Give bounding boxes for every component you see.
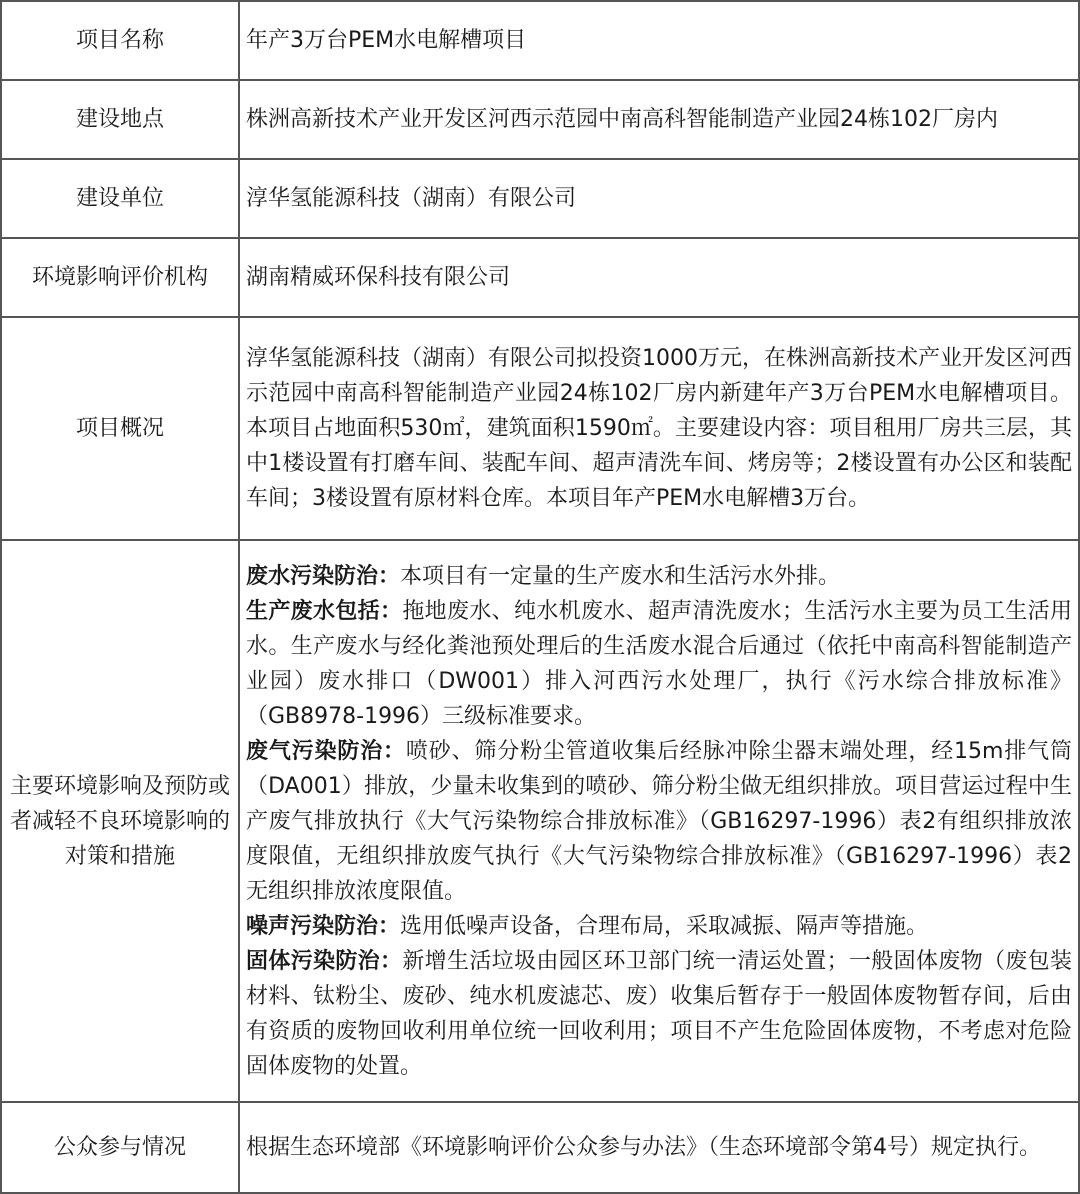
measure-noise: 噪声污染防治：选用低噪声设备，合理布局，采取减振、隔声等措施。 <box>246 913 929 939</box>
row-unit <box>1 159 1079 238</box>
label-measures: 主要环境影响及预防或者减轻不良环境影响的对策和措施 <box>1 540 239 1102</box>
value-agency: 湖南精威环保科技有限公司 <box>239 238 1079 317</box>
label-location: 建设地点 <box>1 80 239 159</box>
label-unit: 建设单位 <box>1 159 239 238</box>
label-overview: 项目概况 <box>1 317 239 540</box>
row-overview <box>1 317 1079 540</box>
value-overview: 淳华氢能源科技（湖南）有限公司拟投资1000万元，在株洲高新技术产业开发区河西示范园中南高科智能制造产业园24栋102厂房内新建年产3万台PEM水电解槽项目。本项目占地面积530㎡，建筑面积1590㎡。主要建设内容：项目租用厂房共三层，其中1楼设置有打磨车间、装配车间、超声清洗车间、烤房等；2楼设置有办公区和装配车间；3楼设置有原材料仓库。本项目年产PEM水电解槽3万台。 <box>239 317 1079 540</box>
value-public: 根据生态环境部《环境影响评价公众参与办法》（生态环境部令第4号）规定执行。 <box>239 1102 1079 1193</box>
row-location <box>1 80 1079 159</box>
value-project-name: 年产3万台PEM水电解槽项目 <box>239 1 1079 80</box>
label-project-name: 项目名称 <box>1 1 239 80</box>
row-project-name <box>1 1 1079 80</box>
row-agency <box>1 238 1079 317</box>
row-public <box>1 1102 1079 1193</box>
row-measures <box>1 540 1079 1102</box>
value-location: 株洲高新技术产业开发区河西示范园中南高科智能制造产业园24栋102厂房内 <box>239 80 1079 159</box>
measure-solid: 固体污染防治：新增生活垃圾由园区环卫部门统一清运处置；一般固体废物（废包装材料、钛粉尘、废砂、纯水机废滤芯、废）收集后暂存于一般固体废物暂存间，后由有资质的废物回收利用单位统一回收利用；项目不产生危险固体废物，不考虑对危险固体废物的处置。 <box>246 948 1072 1079</box>
label-public: 公众参与情况 <box>1 1102 239 1193</box>
value-measures <box>239 540 1079 1102</box>
value-unit: 淳华氢能源科技（湖南）有限公司 <box>239 159 1079 238</box>
measure-production-wastewater: 生产废水包括：拖地废水、纯水机废水、超声清洗废水；生活污水主要为员工生活用水。生产废水与经化粪池预处理后的生活废水混合后通过（依托中南高科智能制造产业园）废水排口（DW001）排入河西污水处理厂，执行《污水综合排放标准》（GB8978-1996）三级标准要求。 <box>246 598 1072 729</box>
label-agency: 环境影响评价机构 <box>1 238 239 317</box>
measure-gas: 废气污染防治：喷砂、筛分粉尘管道收集后经脉冲除尘器末端处理，经15m排气筒（DA001）排放，少量未收集到的喷砂、筛分粉尘做无组织排放。项目营运过程中生产废气排放执行《大气污染物综合排放标准》（GB16297-1996）表2有组织排放浓度限值，无组织排放废气执行《大气污染物综合排放标准》（GB16297-1996）表2无组织排放浓度限值。 <box>246 738 1072 904</box>
measure-wastewater: 废水污染防治：本项目有一定量的生产废水和生活污水外排。 <box>246 563 841 589</box>
